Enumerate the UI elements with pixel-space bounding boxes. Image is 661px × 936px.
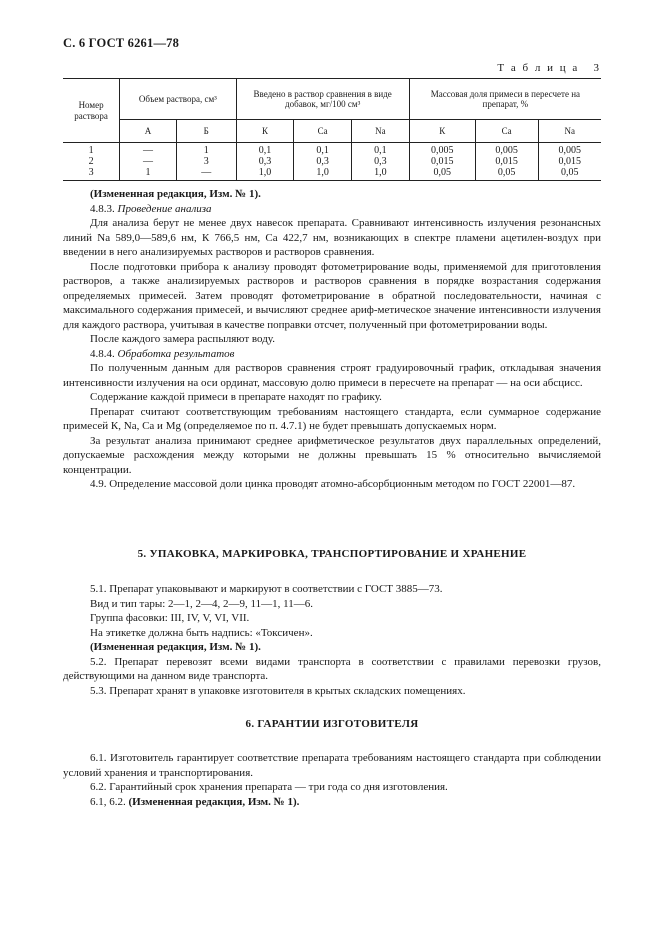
col-header-introduced: Введено в раствор сравнения в виде добавок, мг/100 см³ (236, 79, 409, 120)
subsection-number: 4.8.4. (90, 347, 115, 360)
paragraph: 6.2. Гарантийный срок хранения препарата — три года со дня изготовления. (90, 781, 448, 793)
cell: 0,005 (475, 143, 538, 157)
cell: 0,1 (352, 143, 410, 157)
cell: 1 (88, 145, 94, 156)
cell: 0,3 (352, 156, 410, 167)
paragraph: На этикетке должна быть надпись: «Токсичен». (90, 626, 313, 639)
cell: 1,0 (236, 167, 294, 181)
cell: 3 (63, 167, 120, 181)
paragraph: По полученным данным для растворов сравнения строят градуировочный график, откладывая значения интенсивности излучения на оси ординат, массовую долю примеси в пересчете на препарат — на оси абсцисс. (63, 362, 601, 389)
sub-header: Na (352, 120, 410, 143)
paragraph: Препарат считают соответствующим требованиям настоящего стандарта, если суммарное содержание примесей К, Na, Са и Mg (определяемое по п. 4.7.1) не будет превышать допускаемых норм. (63, 405, 601, 432)
paragraph: Вид и тип тары: 2—1, 2—4, 2—9, 11—1, 11—6. (90, 597, 313, 610)
table-row (63, 156, 601, 167)
cell: 0,1 (236, 143, 294, 157)
table-label: Т а б л и ц а 3 (497, 62, 601, 74)
cell: — (176, 167, 236, 181)
cell: — (120, 156, 177, 167)
cell: 0,005 (538, 143, 601, 157)
table-row (63, 167, 601, 181)
sub-header: Na (538, 120, 601, 143)
paragraph: 5.3. Препарат хранят в упаковке изготовителя в крытых складских помещениях. (90, 684, 466, 697)
packaging-section (63, 582, 601, 698)
paragraph: Группа фасовки: III, IV, V, VI, VII. (90, 612, 250, 624)
cell: 0,05 (409, 167, 475, 181)
subsection-4-8-3 (63, 202, 601, 217)
edit-note-line (63, 795, 601, 810)
sub-header: Б (176, 120, 236, 143)
paragraph: Содержание каждой примеси в препарате находят по графику. (90, 391, 382, 403)
paragraph: За результат анализа принимают среднее арифметическое результатов двух параллельных определений, допускаемые расхождения между которыми не должны превышать 15 % относительно вычисляемой концентрации. (63, 434, 601, 476)
cell: 0,1 (294, 143, 352, 157)
section-title-6: 6. ГАРАНТИИ ИЗГОТОВИТЕЛЯ (245, 718, 419, 730)
edit-note: (Измененная редакция, Изм. № 1). (90, 188, 261, 200)
paragraph: После каждого замера распыляют воду. (90, 333, 275, 345)
sub-header: К (236, 120, 294, 143)
cell: 2 (88, 156, 94, 167)
cell: 0,005 (409, 143, 475, 157)
edit-note: (Измененная редакция, Изм. № 1). (90, 641, 261, 653)
page-header: С. 6 ГОСТ 6261—78 (63, 36, 180, 50)
paragraph: 4.9. Определение массовой доли цинка проводят атомно-абсорбционным методом по ГОСТ 22001—87. (90, 478, 576, 490)
cell: — (120, 143, 177, 157)
edit-note: (Измененная редакция, Изм. № 1). (128, 795, 300, 808)
col-header-number: Номер раствора (63, 79, 120, 143)
table-3 (63, 78, 601, 181)
subsection-title: Обработка результатов (117, 347, 235, 360)
subsection-4-8-4 (63, 347, 601, 362)
paragraph: Для анализа берут не менее двух навесок препарата. Сравнивают интенсивность излучения резонансных линий Na 589,0—589,6 нм, К 766,5 нм, Са 422,7 нм, возникающих в спектре пламени ацетилен-воздух при введении в него анализируемых растворов и растворов сравнения. (63, 217, 601, 258)
cell: 0,3 (294, 156, 352, 167)
cell: 0,015 (475, 156, 538, 167)
paragraph: 5.1. Препарат упаковывают и маркируют в соответствии с ГОСТ 3885—73. (90, 583, 443, 595)
paragraph: 5.2. Препарат перевозят всеми видами транспорта в соответствии с правилами перевозки грузов, действующими на данном виде транспорта. (63, 655, 601, 682)
subsection-number: 4.8.3. (90, 202, 115, 215)
cell: 1,0 (352, 167, 410, 181)
table-row (63, 143, 601, 157)
cell: 0,05 (475, 167, 538, 181)
cell: 3 (176, 156, 236, 167)
col-header-mass-fraction: Массовая доля примеси в пересчете на препарат, % (409, 79, 601, 120)
guarantee-section (63, 751, 601, 809)
cell: 0,015 (409, 156, 475, 167)
sub-header: А (120, 120, 177, 143)
cell: 1 (120, 167, 177, 181)
col-header-volume: Объем раствора, см³ (120, 79, 236, 120)
subsection-title: Проведение анализа (117, 202, 212, 215)
paragraph: После подготовки прибора к анализу проводят фотометрирование воды, применяемой для приготовления растворов, а также анализируемых растворов и растворов сравнения в порядке возрастания содержания определяемых примесей. Затем проводят фотометрирование в обратной последовательности, начиная с максимального содержания примесей, и вычисляют среднее ариф-метическое значение интенсивности излучения для каждого раствора, учитывая в качестве поправки отсчет, полученный при фотометрировании воды. (63, 260, 601, 331)
clause-numbers: 6.1, 6.2. (90, 795, 126, 808)
cell: 0,3 (236, 156, 294, 167)
sub-header: Са (475, 120, 538, 143)
cell: 1,0 (294, 167, 352, 181)
section-title-5: 5. УПАКОВКА, МАРКИРОВКА, ТРАНСПОРТИРОВАНИЕ И ХРАНЕНИЕ (137, 548, 527, 560)
cell: 0,015 (538, 156, 601, 167)
analysis-section (63, 187, 601, 492)
cell: 1 (176, 143, 236, 157)
cell: 0,05 (538, 167, 601, 181)
paragraph: 6.1. Изготовитель гарантирует соответствие препарата требованиям настоящего стандарта при соблюдении условий хранения и транспортирования. (63, 752, 601, 779)
sub-header: Са (294, 120, 352, 143)
sub-header: К (409, 120, 475, 143)
